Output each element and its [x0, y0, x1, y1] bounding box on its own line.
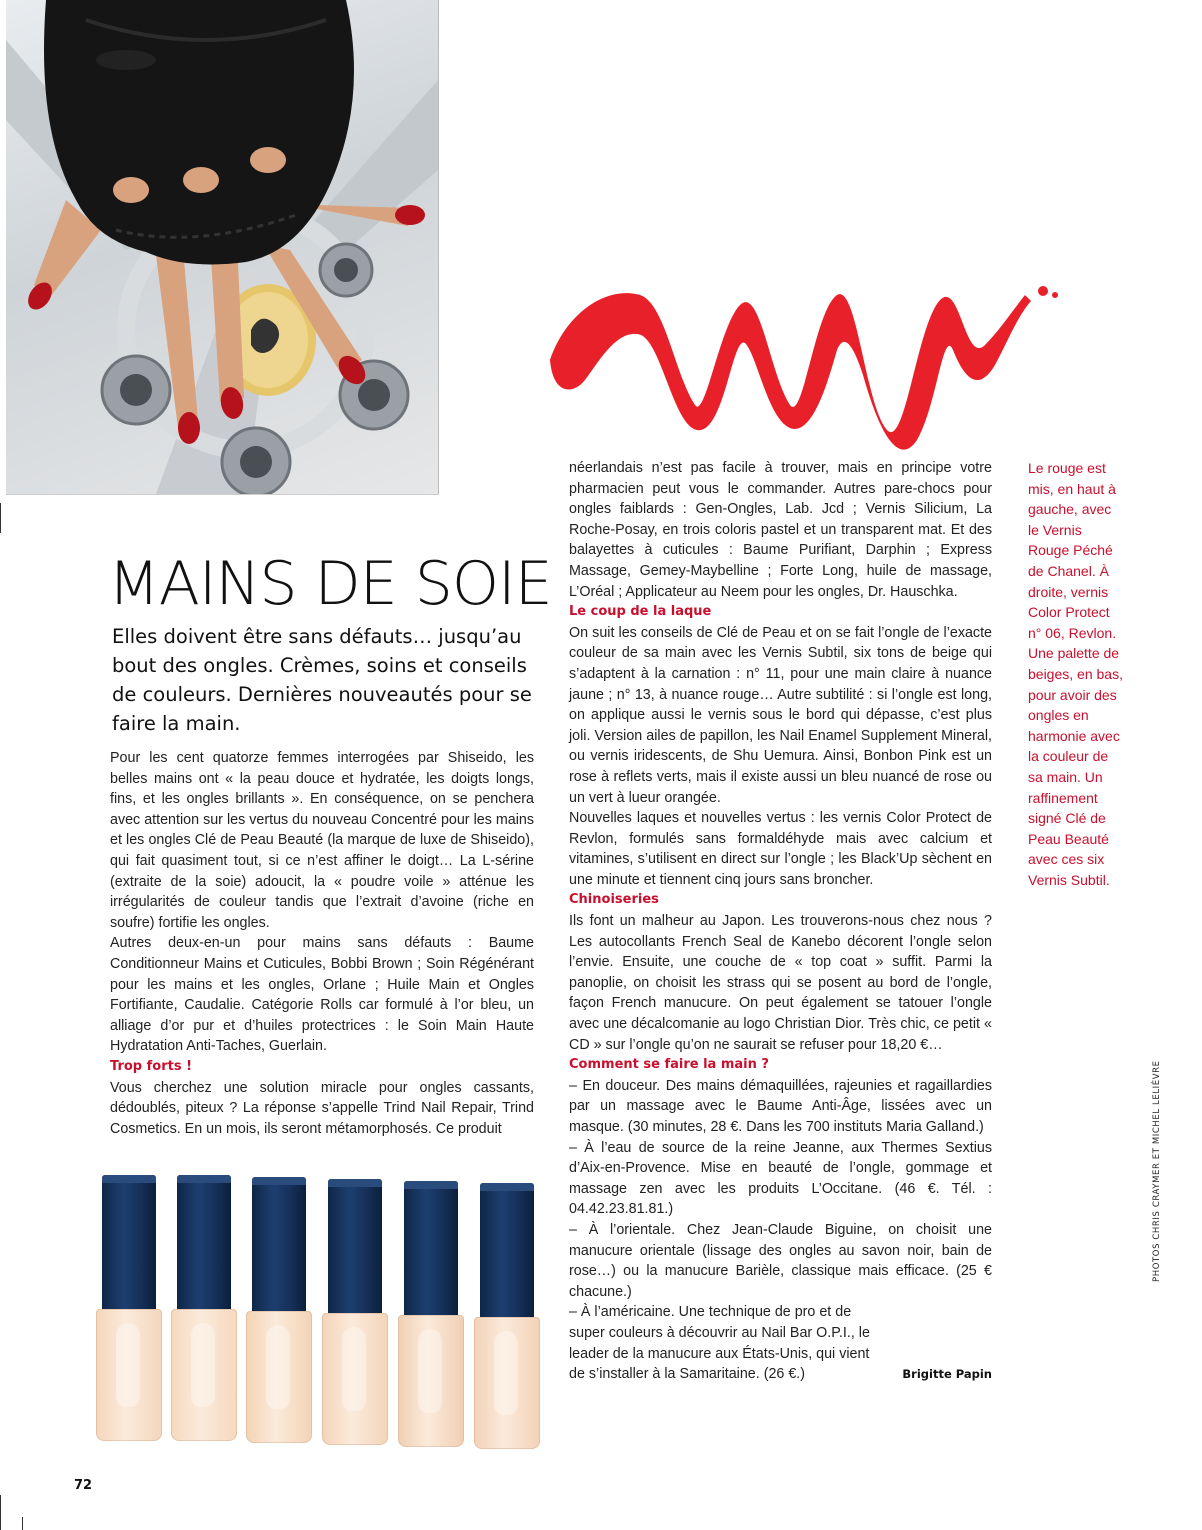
photo-credit: PHOTOS CHRIS CRAYMER ET MICHEL LELIÈVRE — [1152, 1060, 1162, 1282]
subheading: Le coup de la laque — [569, 604, 712, 620]
bottle-glass — [96, 1309, 162, 1441]
bottle-glass — [171, 1309, 237, 1441]
paragraph: Nouvelles laques et nouvelles vertus : les vernis Color Protect de Revlon, formulés sans formaldéhyde mais avec calcium et vitamines, s’utilisent en direct sur l’ongle ; les Black’Up sèchent en une minute et tiennent cinq jours sans broncher. — [569, 810, 992, 888]
nail-polish-bottles-photo — [88, 1165, 546, 1450]
bottle-cap — [177, 1175, 231, 1311]
page-title: MAINS DE SOIE — [108, 549, 552, 619]
polish-bottle — [474, 1183, 540, 1458]
paragraph: Autres deux-en-un pour mains sans défauts : Baume Conditionneur Mains et Cuticules, Bobbi Brown ; Soin Régénérant pour les mains et les ongles, Orlane ; Huile Main et Ongles Fortifiante, Caudalie. Catégorie Rolls car formulé à l’or bleu, un alliage d’or pur et d’huiles protectrices : le Soin Main Haute Hydratation Anti-Taches, Guerlain. — [110, 935, 534, 1055]
red-polish-stroke-shape — [545, 255, 1065, 455]
polish-bottle — [398, 1181, 464, 1456]
article-column-2 — [569, 458, 992, 1385]
page-number: 72 — [74, 1478, 93, 1493]
author-signature: Brigitte Papin — [902, 1367, 992, 1382]
subheading: Comment se faire la main ? — [569, 1057, 769, 1073]
article-column-1 — [110, 748, 534, 1139]
red-polish-stroke — [545, 255, 1065, 455]
bottle-cap — [404, 1181, 458, 1317]
list-item: – À l’orientale. Chez Jean-Claude Biguine, on choisit une manucure orientale (lissage des ongles au savon noir, bain de rose…) ou la manucure Barièle, classique mais efficace. (25 € chacune.) — [569, 1221, 992, 1300]
photo-frame-line — [438, 0, 439, 494]
last-paragraph-wrap — [569, 1302, 992, 1384]
polish-bottle — [246, 1177, 312, 1452]
polish-bottle — [171, 1175, 237, 1450]
bottle-cap — [252, 1177, 306, 1313]
lead-paragraph: Elles doivent être sans défauts… jusqu’au bout des ongles. Crèmes, soins et conseils de couleurs. Dernières nouveautés pour se faire la main. — [112, 625, 532, 735]
paragraph: Pour les cent quatorze femmes interrogées par Shiseido, les belles mains ont « la peau douce et hydratée, les doigts longs, fins, et les ongles brillants ». En conséquence, on se penchera avec attention sur les vertus du nouveau Concentré pour les mains et les ongles Clé de Peau Beauté (la marque de luxe de Shiseido), qui fait quasiment tout, si ce n’est affiner le doigt… La L-sérine (extraite de la soie) adoucit, la « poudre voile » atténue les irrégularités de couleur tandis que l’extrait d’avoine (riche en soufre) fortifie les ongles. — [110, 750, 534, 931]
crop-mark — [22, 1517, 23, 1530]
bottle-glass — [398, 1315, 464, 1447]
subheading: Chinoiseries — [569, 892, 659, 908]
bottle-glass — [322, 1313, 388, 1445]
list-item: – À l’eau de source de la reine Jeanne, aux Thermes Sextius d’Aix-en-Provence. Mise en beauté de l’ongle, gommage et massage zen avec les produits L’Occitane. (46 €. Tél. : 04.42.23.81.81.) — [569, 1139, 992, 1218]
bottle-glass — [246, 1311, 312, 1443]
photo-caption: Le rouge est mis, en haut à gauche, avec le Vernis Rouge Péché de Chanel. À droite, vernis Color Protect n° 06, Revlon. Une palette de beiges, en bas, pour avoir des ongles en harmonie avec la couleur de sa main. Un raffinement signé Clé de Peau Beauté avec ces six Vernis Subtil. — [1028, 460, 1123, 888]
list-item: – À l’américaine. Une technique de pro et de super couleurs à découvrir au Nail Bar O.P.I., le leader de la manucure aux États-Unis, qui vient de s’installer à la Samaritaine. (26 €.) — [569, 1304, 870, 1383]
crop-mark — [0, 503, 1, 533]
hand-photo-illustration — [6, 0, 438, 494]
hand-photo — [6, 0, 438, 494]
bottle-glass — [474, 1317, 540, 1449]
polish-bottle — [322, 1179, 388, 1454]
list-item: – En douceur. Des mains démaquillées, rajeunies et ragaillardies par un massage avec le Baume Anti-Âge, lissées avec un masque. (30 minutes, 28 €. Dans les 700 instituts Maria Galland.) — [569, 1077, 992, 1135]
subheading: Trop forts ! — [110, 1058, 193, 1074]
bottle-cap — [102, 1175, 156, 1311]
paragraph: On suit les conseils de Clé de Peau et on se fait l’ongle de l’exacte couleur de sa main avec les Vernis Subtil, six tons de beige qui s’adaptent à la carnation : n° 11, pour une main claire à nuance jaune ; n° 13, à nuance rouge… Autre subtilité : si l’ongle est long, on applique aussi le vernis sous le bord qui dépasse, c’est plus joli. Version ailes de papillon, les Nail Enamel Supplement Mineral, ou vernis iridescents, de Shu Uemura. Ainsi, Bonbon Pink est un rose à reflets verts, mais il existe aussi un bleu nuancé de rose ou un vert à lueur orangée. — [569, 624, 992, 806]
bottle-cap — [480, 1183, 534, 1319]
crop-mark — [0, 1495, 1, 1530]
paragraph: Ils font un malheur au Japon. Les trouverons-nous chez nous ? Les autocollants French Seal de Kanebo décorent l’ongle selon l’envie. Ensuite, une couche de « top coat » suffit. Parmi la panoplie, on choisit les strass qui se posent au bord de l’ongle, façon French manucure. On peut également se tatouer l’ongle avec une décalcomanie au logo Christian Dior. Très chic, ce petit « CD » sur l’ongle qu’on ne saurait se refuser pour 18,20 €… — [569, 913, 992, 1053]
polish-bottle — [96, 1175, 162, 1450]
paragraph: Vous cherchez une solution miracle pour ongles cassants, dédoublés, piteux ? La réponse s’appelle Trind Nail Repair, Trind Cosmetics. En un mois, ils seront métamorphosés. Ce produit — [110, 1079, 534, 1137]
paragraph: néerlandais n’est pas facile à trouver, mais en principe votre pharmacien peut vous le commander. Autres pare-chocs pour ongles faiblards : Gen-Ongles, Lab. Jcd ; Vernis Silicium, La Roche-Posay, en trois coloris pastel et un transparent mat. Et des balayettes à cuticules : Baume Purifiant, Darphin ; Express Massage, Gemey-Maybelline ; Forte Long, huile de massage, L’Oréal ; Applicateur au Neem pour les ongles, Dr. Hauschka. — [569, 460, 992, 600]
bottle-cap — [328, 1179, 382, 1315]
photo-frame-line-bottom — [6, 494, 439, 495]
